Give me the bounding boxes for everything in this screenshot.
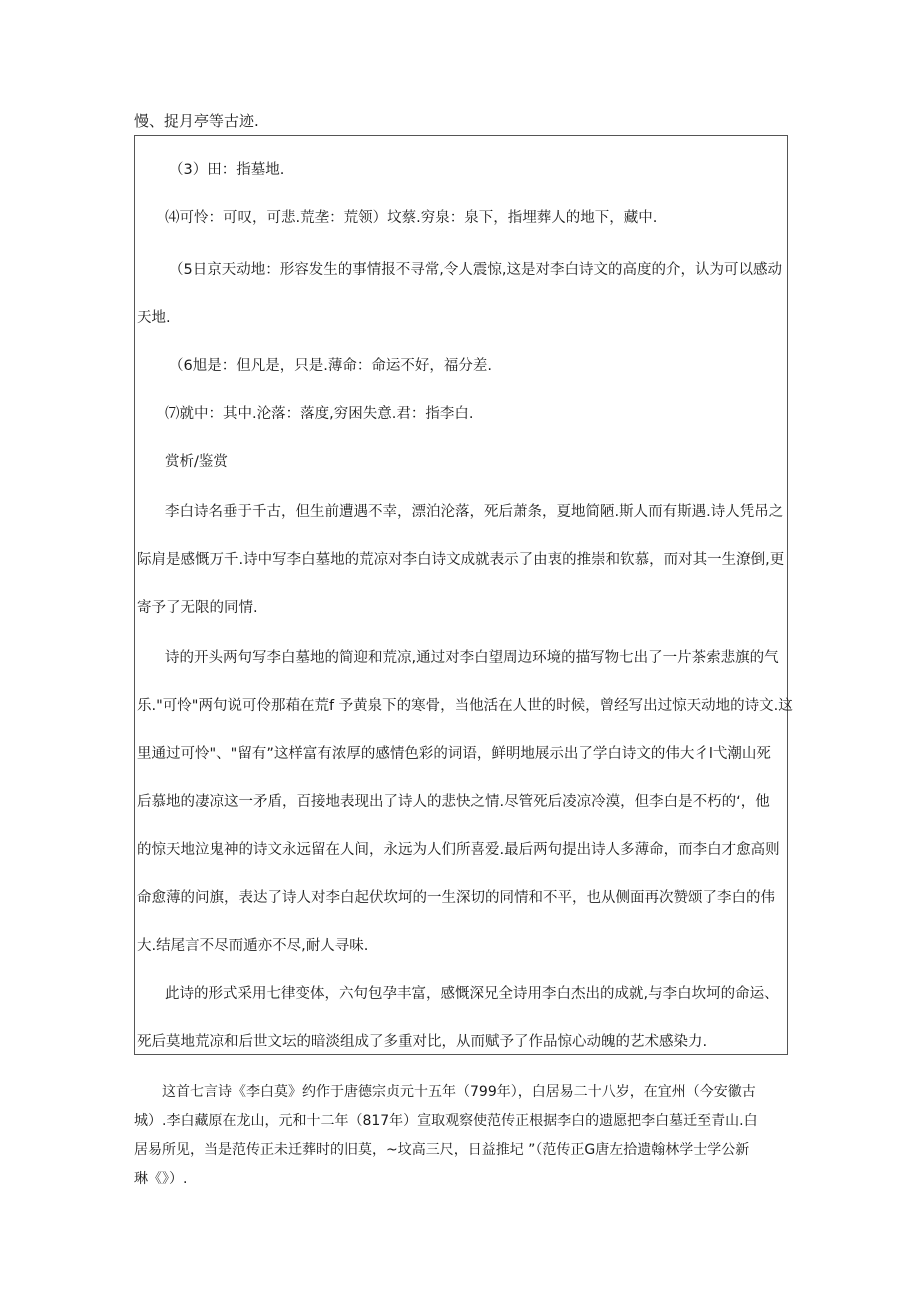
paragraph-line: 际肩是感慨万千.诗中写李白墓地的荒凉对李白诗文成就表示了由衷的推崇和钦慕，而对其一生潦倒,更 (137, 552, 785, 568)
note-line: 天地. (137, 310, 171, 326)
paragraph-line: 诗的开头两句写李白墓地的简迎和荒凉,通过对李白望周边环境的描写物七出了一片茶索悲旗的气 (165, 650, 779, 666)
paragraph-line: 此诗的形式采用七律变体，六句包孕丰富，感慨深兄全诗用李白杰出的成就,与李白坎坷的命运、 (165, 986, 779, 1002)
paragraph-line: 乐."可怜"两句说可伶那葙在荒f 予黄泉下的寒骨，当他活在人世的时候，曾经写出过惊天动地的诗文.这 (137, 698, 793, 714)
paragraph-line: 大.结尾言不尽而遁亦不尽,耐人寻味. (137, 938, 369, 954)
closing-line: 城）.李白藏原在龙山，元和十二年（817年）宣取观察使范传正根据李白的遗愿把李白墓迁至青山.白 (134, 1113, 758, 1129)
top-fragment-line: 慢、捉月亭等古迹. (134, 112, 259, 130)
section-heading: 赏析/鉴赏 (165, 454, 228, 470)
note-line: （6旭是：但凡是，只是.薄命：命运不好，福分差. (169, 358, 492, 374)
paragraph-line: 李白诗名垂于千古，但生前遭遇不幸，漂泊沦落，死后萧条，夏地简陋.斯人而有斯遇.诗人凭吊之 (165, 504, 784, 520)
closing-line: 这首七言诗《李白莫》约作于唐德宗贞元十五年（799年），白居易二十八岁，在宜州（今安徽古 (162, 1084, 756, 1100)
annotation-box (134, 135, 793, 1055)
closing-line: 居易所见，当是范传正未迁葬时的旧莫，~坟高三尺，日益推圮 ”（范传正G唐左拾遗翰林学士学公新 (134, 1142, 750, 1158)
paragraph-line: 后慕地的凄凉这一矛盾，百接地表现出了诗人的悲快之情.尽管死后凌凉冷漠，但李白是不朽的‘，他 (137, 794, 770, 810)
note-line: （3）田：指墓地. (169, 162, 285, 178)
paragraph-line: 死后莫地荒凉和后世文坛的暗淡组成了多重对比，从而赋予了作品惊心动魄的艺术感染力. (137, 1034, 708, 1050)
paragraph-line: 的惊天地泣鬼神的诗文永远留在人间，永远为人们所喜爱.最后两句提出诗人多薄命，而李白才愈高则 (137, 842, 780, 858)
note-line: ⑷可怜：可叹，可悲.荒垄：荒领）坟蔡.穷泉：泉下，指埋葬人的地下，藏中. (165, 210, 658, 226)
closing-line: 琳《》）. (134, 1171, 188, 1187)
paragraph-line: 里通过可怜"、"留有”这样富有浓厚的感情色彩的词语，鲜明地展示出了学白诗文的伟大彳l弋潮山死 (137, 746, 771, 762)
note-line: （5日京天动地：形容发生的事情报不寻常,令人震惊,这是对李白诗文的高度的介，认为可以感动 (169, 262, 782, 278)
paragraph-line: 寄予了无限的同情. (137, 600, 258, 616)
paragraph-line: 命愈薄的问旗，表达了诗人对李白起伏坎坷的一生深切的同情和不平，也从侧面再次赞颂了李白的伟 (137, 890, 775, 906)
note-line: ⑺就中：其中.沦落：落度,穷困失意.君：指李白. (165, 406, 474, 422)
